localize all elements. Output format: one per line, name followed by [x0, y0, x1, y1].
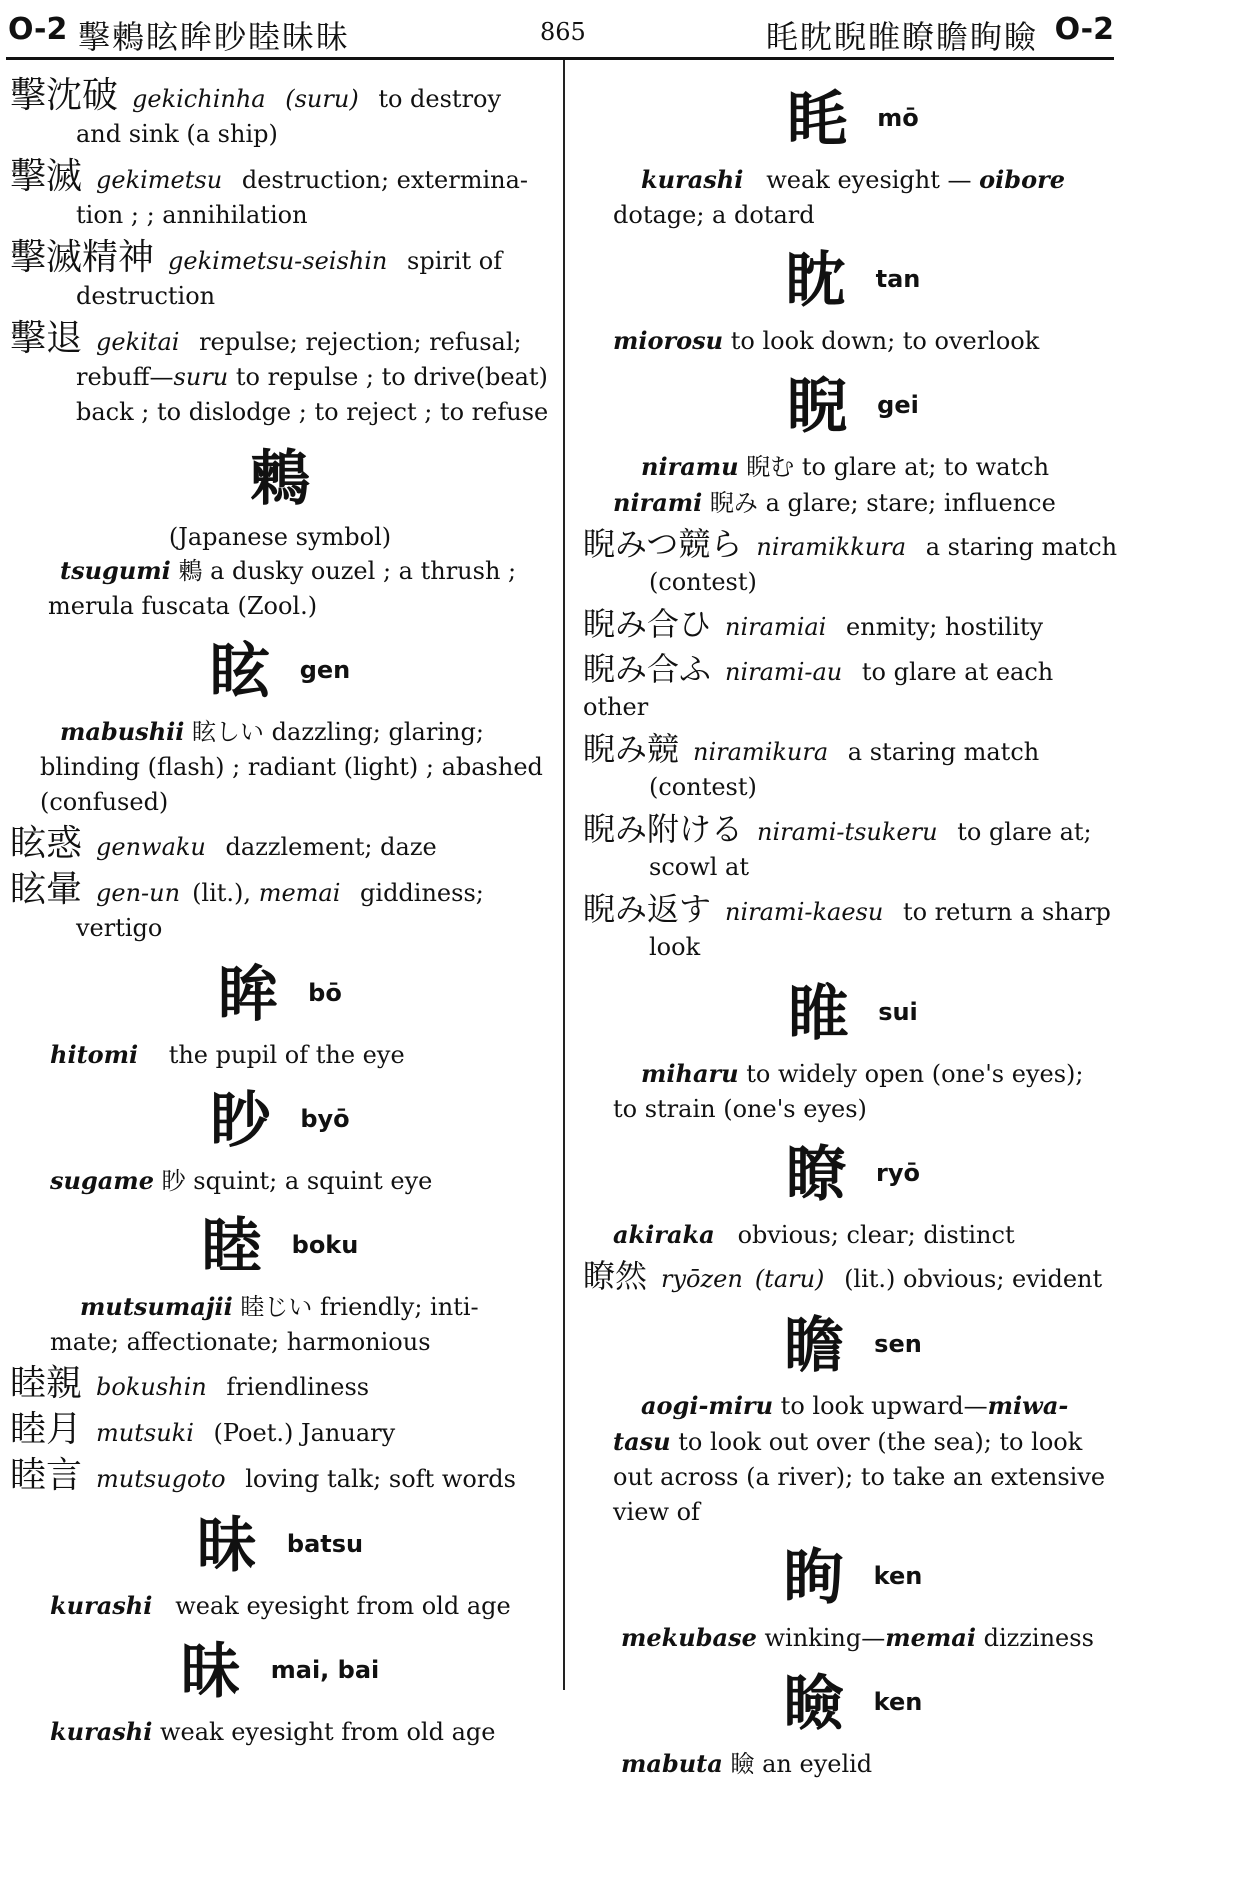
kanji-heading	[10, 630, 550, 714]
entry-romaji: kurashi	[50, 1717, 153, 1746]
entry-romaji-3: tasu	[613, 1427, 671, 1456]
entry-kana: 眩しい	[192, 718, 265, 746]
entry-headword: 擊滅精神	[10, 237, 155, 278]
entry-gloss: and sink (a ship)	[76, 120, 278, 148]
heading-kanji: 眈	[785, 246, 846, 316]
heading-reading: mō	[877, 104, 919, 132]
entry-kana-2: 睨み	[709, 489, 758, 517]
heading-kanji: 瞻	[784, 1311, 845, 1381]
entry-gloss: (Poet.) January	[213, 1419, 396, 1447]
page-number: 865	[540, 18, 586, 46]
entry-romaji: hitomi	[50, 1040, 139, 1069]
heading-reading: tan	[875, 265, 921, 293]
entry-romaji-2: memai	[258, 879, 341, 907]
kanji-heading	[10, 953, 550, 1037]
entry-gloss: to glare at;	[957, 818, 1092, 846]
left-column	[10, 75, 550, 1756]
entry-gloss: look	[649, 933, 701, 961]
entry	[583, 607, 1123, 645]
entry-gloss: destruction; extermina-	[241, 166, 529, 194]
entry	[583, 892, 1123, 965]
entry-romaji: genwaku	[96, 833, 206, 861]
sub-entry	[583, 323, 1123, 359]
entry-romaji-2: miwa-	[987, 1391, 1069, 1420]
entry-gloss: to return a sharp	[902, 898, 1111, 926]
entry-romaji: mabushii	[60, 717, 185, 746]
entry-mid: (lit.),	[192, 879, 252, 907]
entry-romaji: mabuta	[621, 1749, 723, 1778]
entry	[10, 318, 550, 430]
header-kanji-right: 眊眈睨睢瞭瞻眴瞼	[765, 18, 1038, 56]
entry-gloss: to destroy	[378, 85, 502, 113]
entry-romaji: niramikkura	[756, 533, 907, 561]
entry-romaji: suru	[173, 363, 229, 391]
entry-gloss: loving talk; soft words	[245, 1465, 516, 1493]
heading-reading: batsu	[286, 1530, 364, 1558]
heading-reading: sui	[878, 998, 918, 1026]
entry-gloss: dazzling; glaring;	[271, 718, 484, 746]
entry-gloss: to widely open (one's eyes);	[746, 1060, 1084, 1088]
kanji-heading	[583, 1304, 1123, 1388]
sub-entry	[583, 1056, 1123, 1127]
sub-entry	[10, 1163, 550, 1199]
sub-entry	[583, 1620, 1123, 1656]
entry-headword: 睦月	[10, 1409, 83, 1450]
entry-gloss: (contest)	[649, 773, 757, 801]
sub-entry	[10, 1037, 550, 1073]
heading-kanji: 瞭	[786, 1140, 847, 1210]
entry-romaji: mekubase	[621, 1623, 757, 1652]
entry-kana: 瞼	[730, 1750, 755, 1778]
entry-headword: 睦親	[10, 1363, 83, 1404]
entry-gloss: to look out over (the sea); to look	[678, 1428, 1083, 1456]
heading-kanji: 眇	[210, 1086, 271, 1156]
header-kanji-left: 擊鶫眩眸眇睦昧昧	[78, 18, 351, 56]
heading-kanji: 眩	[209, 637, 270, 707]
heading-reading: mai, bai	[270, 1656, 380, 1684]
entry	[10, 156, 550, 233]
entry-gloss: friendly; inti-	[320, 1293, 479, 1321]
entry-gloss: to glare at; to watch	[801, 453, 1050, 481]
entry-gloss: repulse; rejection; refusal;	[199, 328, 522, 356]
entry-gloss: winking—	[764, 1624, 886, 1652]
entry-headword: 擊沈破	[10, 75, 119, 116]
entry-romaji: gekimetsu	[96, 166, 223, 194]
entry-romaji: gekichinha	[132, 85, 266, 113]
section-code-right: O-2	[1054, 12, 1114, 47]
entry-kana: 鶫	[178, 557, 203, 585]
entry-kana: 睨む	[746, 453, 795, 481]
entry-gloss: scowl at	[649, 853, 750, 881]
entry-gloss: a dusky ouzel ; a thrush ;	[210, 557, 517, 585]
heading-kanji: 瞼	[783, 1669, 844, 1739]
sub-entry	[583, 1746, 1123, 1782]
entry-romaji: gekimetsu-seishin	[168, 247, 388, 275]
entry-romaji-2: oibore	[979, 165, 1065, 194]
heading-reading: gei	[877, 391, 919, 419]
entry-gloss: rebuff—	[76, 363, 174, 391]
kanji-heading	[10, 1205, 550, 1289]
heading-kanji: 眸	[218, 960, 279, 1030]
sub-entry	[10, 1714, 550, 1750]
entry-gloss: weak eyesight from old age	[175, 1592, 511, 1620]
entry-gloss: giddiness;	[360, 879, 484, 907]
entry-romaji: kurashi	[50, 1591, 153, 1620]
sub-entry	[583, 162, 1123, 233]
entry	[10, 823, 550, 865]
entry-headword: 睨み競	[583, 730, 680, 768]
kanji-heading	[583, 1662, 1123, 1746]
heading-reading: sen	[874, 1330, 922, 1358]
kanji-heading	[10, 1079, 550, 1163]
entry-gloss: blinding (flash) ; radiant (light) ; abashed	[40, 753, 543, 781]
entry-gloss: dizziness	[983, 1624, 1094, 1652]
sub-entry	[583, 1217, 1123, 1253]
kanji-heading	[583, 365, 1123, 449]
entry-gloss: spirit of	[407, 247, 503, 275]
sub-entry	[583, 449, 1123, 521]
entry-romaji: akiraka	[613, 1220, 715, 1249]
kanji-heading	[583, 1536, 1123, 1620]
heading-reading: gen	[299, 656, 351, 684]
kanji-heading	[583, 239, 1123, 323]
entry-romaji: niramikura	[693, 738, 829, 766]
entry	[583, 732, 1123, 805]
entry-gloss: the pupil of the eye	[168, 1041, 405, 1069]
entry-romaji: mutsuki	[96, 1419, 194, 1447]
entry-gloss: enmity; hostility	[846, 613, 1044, 641]
entry-gloss: dazzlement; daze	[225, 833, 437, 861]
sub-entry	[10, 1289, 550, 1360]
entry-romaji: mutsugoto	[96, 1465, 226, 1493]
heading-kanji: 昧	[180, 1637, 241, 1707]
entry-gloss: to strain (one's eyes)	[613, 1095, 867, 1123]
heading-kanji: 鶫	[250, 444, 310, 514]
heading-kanji: 睢	[788, 979, 849, 1049]
entry-gloss: dotage; a dotard	[613, 201, 815, 229]
entry-romaji: gen-un	[96, 879, 181, 907]
column-divider	[563, 60, 565, 1690]
entry-kana: 睦じい	[240, 1293, 313, 1321]
heading-reading: ryō	[876, 1159, 920, 1187]
entry-headword: 瞭然	[583, 1257, 648, 1295]
entry-gloss: a glare; stare; influence	[765, 489, 1056, 517]
entry-romaji: mutsumajii	[80, 1292, 233, 1321]
entry	[583, 812, 1123, 885]
entry-romaji: niramiai	[725, 613, 827, 641]
entry-headword: 眩暈	[10, 869, 83, 910]
kanji-heading	[10, 437, 550, 521]
entry-gloss: (contest)	[649, 568, 757, 596]
entry	[583, 652, 1123, 725]
page-header	[8, 10, 1114, 54]
header-rule	[6, 57, 1114, 60]
entry	[10, 1409, 550, 1451]
entry-romaji-2: nirami	[613, 488, 703, 517]
right-column	[583, 78, 1123, 1788]
entry-gloss: to look down; to overlook	[730, 327, 1040, 355]
kanji-heading	[10, 1630, 550, 1714]
entry-gloss: mate; affectionate; harmonious	[50, 1328, 431, 1356]
entry-romaji: nirami-au	[725, 658, 843, 686]
entry	[10, 75, 550, 152]
entry	[10, 869, 550, 946]
entry-gloss: merula fuscata (Zool.)	[48, 592, 318, 620]
entry-gloss: (confused)	[40, 788, 169, 816]
entry-gloss: friendliness	[226, 1373, 370, 1401]
entry-headword: 睨み合ひ	[583, 605, 712, 643]
entry-gloss: destruction	[76, 282, 216, 310]
entry-headword: 擊退	[10, 318, 83, 359]
entry-gloss: weak eyesight from old age	[160, 1718, 496, 1746]
entry-gloss: view of	[613, 1498, 700, 1526]
entry-headword: 睨み合ふ	[583, 650, 712, 688]
heading-reading: byō	[300, 1105, 350, 1133]
kanji-heading	[583, 972, 1123, 1056]
entry-gloss: back ; to dislodge ; to reject ; to refuse	[76, 398, 549, 426]
entry-gloss: squint; a squint eye	[193, 1167, 433, 1195]
entry-headword: 睦言	[10, 1455, 83, 1496]
entry	[583, 1259, 1123, 1297]
heading-kanji: 睦	[201, 1212, 262, 1282]
entry-gloss: tion ; ; annihilation	[76, 201, 308, 229]
entry-romaji: niramu	[641, 452, 739, 481]
heading-kanji: 眊	[787, 85, 848, 155]
entry-headword: 睨み返す	[583, 890, 712, 928]
entry-romaji: nirami-tsukeru	[757, 818, 938, 846]
entry-romaji: bokushin	[96, 1373, 207, 1401]
kanji-heading	[583, 78, 1123, 162]
entry-gloss: obvious; clear; distinct	[737, 1221, 1015, 1249]
kanji-heading	[583, 1133, 1123, 1217]
entry-gloss: an eyelid	[762, 1750, 873, 1778]
entry-gloss: (lit.) obvious; evident	[844, 1265, 1103, 1293]
heading-note: (Japanese symbol)	[168, 523, 392, 551]
entry-gloss: vertigo	[76, 914, 163, 942]
entry-gloss: to repulse ; to drive(beat)	[228, 363, 548, 391]
entry-kana: 眇	[161, 1167, 186, 1195]
heading-reading: bō	[308, 979, 342, 1007]
heading-kanji: 眴	[783, 1543, 844, 1613]
heading-kanji: 睨	[787, 372, 848, 442]
entry-gloss: weak eyesight —	[766, 166, 972, 194]
heading-reading: boku	[291, 1231, 359, 1259]
entry-romaji: nirami-kaesu	[725, 898, 884, 926]
sub-entry	[10, 714, 550, 820]
entry-headword: 擊滅	[10, 156, 83, 197]
sub-entry	[583, 1388, 1123, 1530]
entry-paren: (suru)	[285, 85, 359, 113]
entry-romaji: kurashi	[641, 165, 744, 194]
entry-gloss: out across (a river); to take an extensive	[613, 1463, 1106, 1491]
kanji-heading	[10, 1504, 550, 1588]
entry-gloss: to look upward—	[780, 1392, 988, 1420]
entry-headword: 眩惑	[10, 823, 83, 864]
entry	[10, 1455, 550, 1497]
entry-romaji: gekitai	[96, 328, 180, 356]
section-code-left: O-2	[8, 12, 68, 47]
entry-headword: 睨み附ける	[583, 810, 744, 848]
entry-romaji: aogi-miru	[641, 1391, 774, 1420]
entry-romaji-2: memai	[885, 1623, 976, 1652]
entry-paren: (taru)	[754, 1265, 825, 1293]
sub-entry	[10, 1588, 550, 1624]
sub-entry	[10, 553, 550, 624]
entry	[10, 237, 550, 314]
entry-gloss: a staring match	[847, 738, 1040, 766]
heading-reading: ken	[873, 1562, 923, 1590]
entry-gloss: a staring match	[925, 533, 1118, 561]
heading-reading: ken	[873, 1688, 923, 1716]
entry-romaji: sugame	[50, 1166, 154, 1195]
entry-romaji: ryōzen	[661, 1265, 743, 1293]
entry	[10, 1363, 550, 1405]
heading-kanji: 昧	[196, 1511, 257, 1581]
entry-gloss: to glare at each other	[583, 658, 1054, 721]
entry-romaji: miharu	[641, 1059, 739, 1088]
entry-romaji: tsugumi	[60, 556, 171, 585]
entry	[583, 527, 1123, 600]
entry-headword: 睨みつ競ら	[583, 525, 743, 563]
entry-romaji: miorosu	[613, 326, 724, 355]
